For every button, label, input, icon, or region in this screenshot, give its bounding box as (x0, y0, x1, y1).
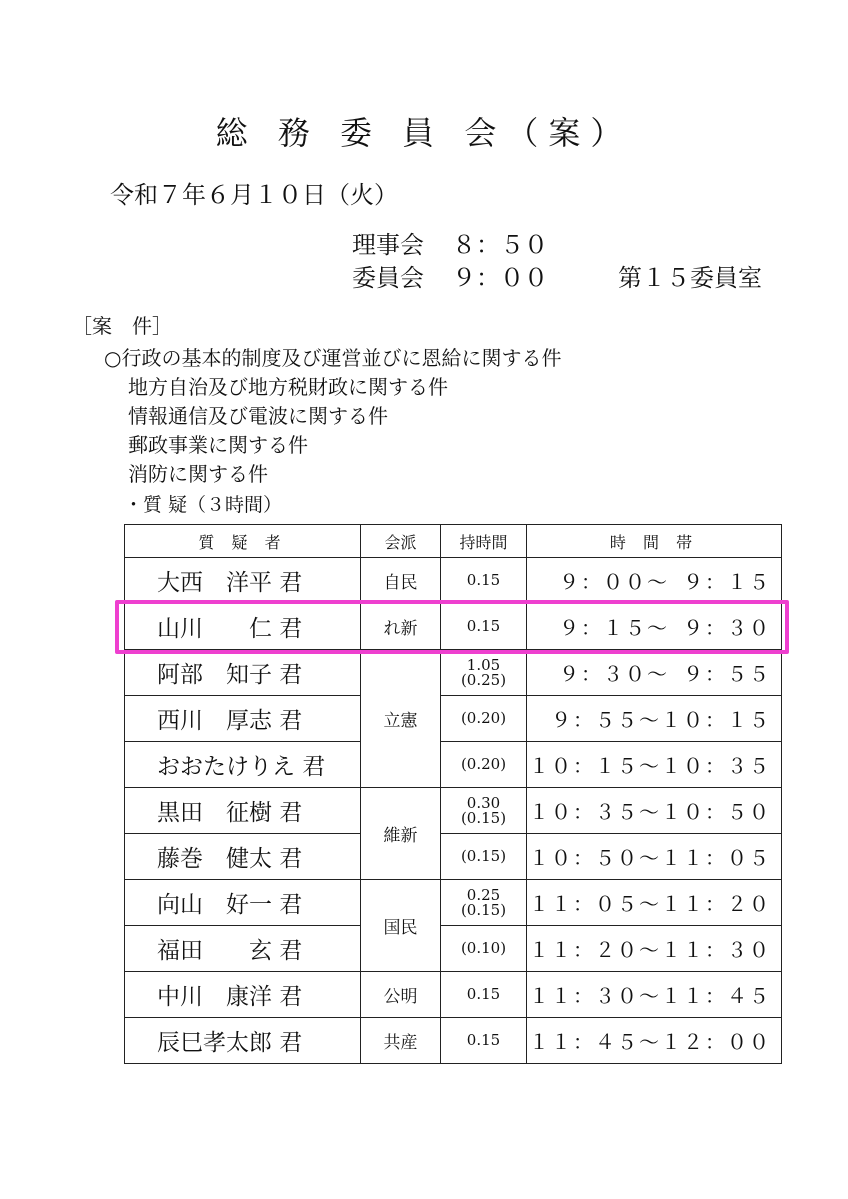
agenda-list (104, 344, 561, 489)
hours-cell: 0.15 (441, 604, 527, 650)
questioner-name: 山川 仁 君 (125, 604, 361, 650)
time-slot-cell: １１：０５～１１：２０ (527, 880, 782, 926)
questioner-name: 向山 好一 君 (125, 880, 361, 926)
table-header-row (125, 525, 782, 558)
time-slot-cell: ９：００～ ９：１５ (527, 558, 782, 604)
question-label: ・質 疑（３時間） (124, 494, 283, 516)
agenda-heading: ［案 件］ (72, 314, 172, 338)
meeting-time-rijikai: ８：５０ (452, 231, 548, 259)
hours-cell: (0.20) (441, 742, 527, 788)
table-row (125, 558, 782, 604)
time-slot-cell: ９：３０～ ９：５５ (527, 650, 782, 696)
table-row (125, 696, 782, 742)
header-party: 会派 (361, 525, 441, 558)
agenda-item: ○行政の基本的制度及び運営並びに恩給に関する件 (104, 346, 562, 370)
time-slot-cell: ９：５５～１０：１５ (527, 696, 782, 742)
time-slot-cell: １０：１５～１０：３５ (527, 742, 782, 788)
party-cell: 共産 (361, 1018, 441, 1064)
hours-cell: (0.15) (441, 834, 527, 880)
agenda-item: 消防に関する件 (128, 462, 268, 486)
time-slot-cell: １０：３５～１０：５０ (527, 788, 782, 834)
questioner-name: 西川 厚志 君 (125, 696, 361, 742)
party-cell: 立憲 (361, 650, 441, 788)
meeting-time-iinkai: ９：００ (452, 264, 548, 292)
party-cell: 維新 (361, 788, 441, 880)
agenda-item: 地方自治及び地方税財政に関する件 (128, 375, 448, 399)
table-row (125, 788, 782, 834)
time-slot-cell: １０：５０～１１：０５ (527, 834, 782, 880)
time-slot-cell: １１：２０～１１：３０ (527, 926, 782, 972)
table-row (125, 926, 782, 972)
questioner-name: 辰巳孝太郎 君 (125, 1018, 361, 1064)
header-time-slot: 時 間 帯 (527, 525, 782, 558)
header-hours: 持時間 (441, 525, 527, 558)
meeting-room: 第１５委員室 (618, 264, 762, 292)
hours-cell: (0.20) (441, 696, 527, 742)
questioner-name: 藤巻 健太 君 (125, 834, 361, 880)
document-title: 総 務 委 員 会（案） (215, 114, 633, 152)
table-row (125, 972, 782, 1018)
hours-cell: 0.15 (441, 558, 527, 604)
questioner-name: 阿部 知子 君 (125, 650, 361, 696)
meeting-label-iinkai: 委員会 (352, 264, 424, 292)
header-questioner: 質 疑 者 (125, 525, 361, 558)
table-row (125, 650, 782, 696)
time-slot-cell: １１：４５～１２：００ (527, 1018, 782, 1064)
time-slot-cell: １１：３０～１１：４５ (527, 972, 782, 1018)
hours-cell: 0.15 (441, 1018, 527, 1064)
hours-cell: 1.05 (0.25) (441, 650, 527, 696)
party-cell: れ新 (361, 604, 441, 650)
table-row (125, 880, 782, 926)
hours-cell: 0.30 (0.15) (441, 788, 527, 834)
hours-cell: 0.15 (441, 972, 527, 1018)
question-schedule-table (124, 524, 782, 1064)
hours-cell: 0.25 (0.15) (441, 880, 527, 926)
table-row (125, 742, 782, 788)
table-row (125, 1018, 782, 1064)
agenda-item: 郵政事業に関する件 (128, 433, 308, 457)
questioner-name: 黒田 征樹 君 (125, 788, 361, 834)
questioner-name: 中川 康洋 君 (125, 972, 361, 1018)
meeting-label-rijikai: 理事会 (352, 231, 424, 259)
party-cell: 国民 (361, 880, 441, 972)
party-cell: 公明 (361, 972, 441, 1018)
table-row (125, 834, 782, 880)
table-row (125, 604, 782, 650)
party-cell: 自民 (361, 558, 441, 604)
agenda-item: 情報通信及び電波に関する件 (128, 404, 388, 428)
hours-cell: (0.10) (441, 926, 527, 972)
questioner-name: 福田 玄 君 (125, 926, 361, 972)
meeting-date: 令和７年６月１０日（火） (110, 181, 398, 209)
questioner-name: 大西 洋平 君 (125, 558, 361, 604)
questioner-name: おおたけりえ 君 (125, 742, 361, 788)
time-slot-cell: ９：１５～ ９：３０ (527, 604, 782, 650)
